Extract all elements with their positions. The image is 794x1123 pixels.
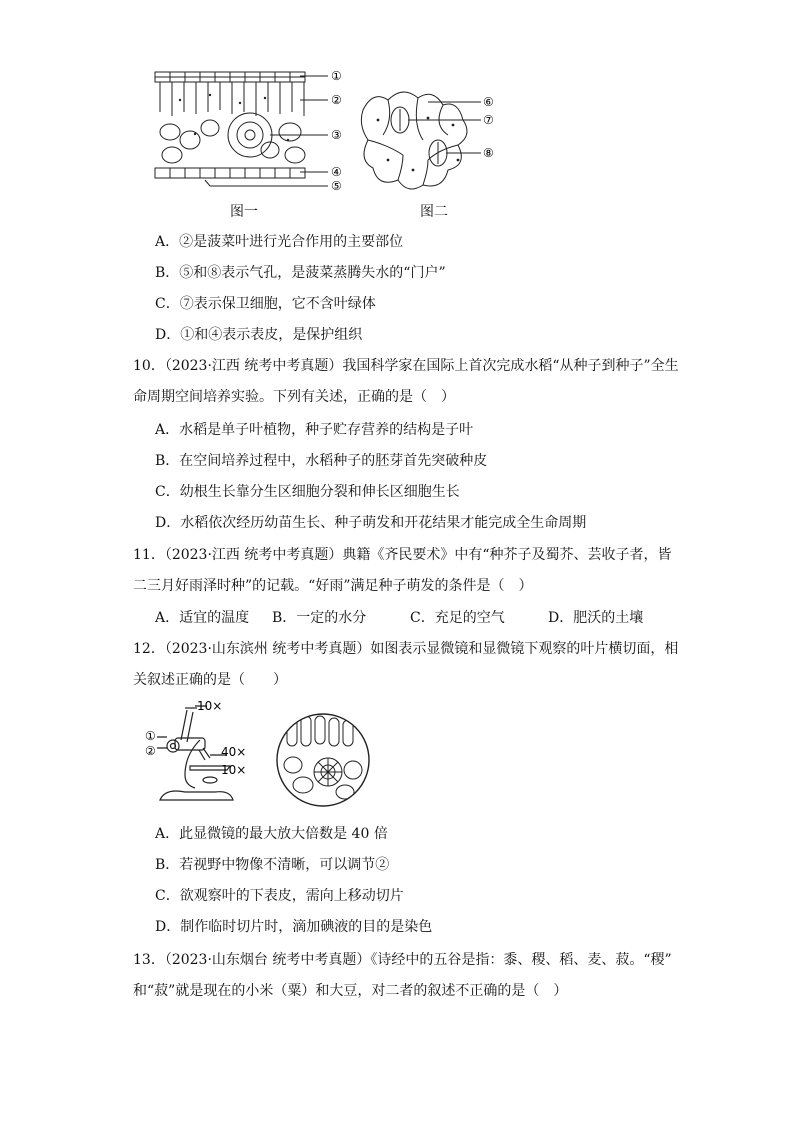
q10-option-a: A．水稻是单子叶植物，种子贮存营养的结构是子叶 <box>155 422 474 438</box>
q12-option-d: D．制作临时切片时，滴加碘液的目的是染色 <box>155 919 433 935</box>
q11-option-c: C．充足的空气 <box>410 610 505 626</box>
q12-stem-line1: 12．（2023·山东滨州 统考中考真题）如图表示显微镜和显微镜下观察的叶片横切面，相 <box>133 641 679 657</box>
q9-option-d: D．①和④表示表皮，是保护组织 <box>155 327 363 343</box>
stomata-label-8: ⑧ <box>483 146 494 160</box>
q12-option-c: C．欲观察叶的下表皮，需向上移动切片 <box>155 888 404 904</box>
q12-option-b: B．若视野中物像不清晰，可以调节② <box>155 857 390 873</box>
q11-option-d: D．肥沃的土壤 <box>548 610 644 626</box>
q13-stem-line2: 和“菽”就是现在的小米（粟）和大豆，对二者的叙述不正确的是（ ） <box>133 983 568 999</box>
q10-option-d: D．水稻依次经历幼苗生长、种子萌发和开花结果才能完成全生命周期 <box>155 515 587 531</box>
q9-option-c: C．⑦表示保卫细胞，它不含叶绿体 <box>155 296 376 312</box>
q10-stem-line1: 10．（2023·江西 统考中考真题）我国科学家在国际上首次完成水稻“从种子到种子”全生 <box>133 358 679 374</box>
q11-stem-line2: 二三月好雨泽时种”的记载。“好雨”满足种子萌发的条件是（ ） <box>133 578 533 594</box>
leaf-label-5: ⑤ <box>331 179 342 193</box>
q10-option-c: C．幼根生长靠分生区细胞分裂和伸长区细胞生长 <box>155 484 460 500</box>
stomata-label-6: ⑥ <box>483 95 494 109</box>
microscope-objective-high-label: 40× <box>221 745 247 759</box>
q11-option-a: A．适宜的温度 <box>155 610 250 626</box>
microscope-figure <box>145 699 285 810</box>
q11-option-b: B．一定的水分 <box>272 610 367 626</box>
microscope-label-2: ② <box>145 744 156 758</box>
q12-option-a: A．此显微镜的最大放大倍数是 40 倍 <box>155 826 388 842</box>
q9-option-a: A．②是菠菜叶进行光合作用的主要部位 <box>155 234 404 250</box>
leaf-label-2: ② <box>331 93 342 107</box>
epidermis-stomata-figure <box>358 80 508 200</box>
q10-stem-line2: 命周期空间培养实验。下列有关述，正确的是（ ） <box>133 389 455 405</box>
q12-stem-line2: 关叙述正确的是（ ） <box>133 672 287 688</box>
microscope-eyepiece-label: 10× <box>197 699 223 713</box>
leaf-label-4: ④ <box>331 165 342 179</box>
leaf-label-1: ① <box>331 69 342 83</box>
figure-1-caption: 图一 <box>230 204 258 220</box>
q11-stem-line1: 11．（2023·江西 统考中考真题）典籍《齐民要术》中有“种芥子及蜀芥、芸收子者，皆 <box>133 547 672 563</box>
stomata-label-7: ⑦ <box>483 113 494 127</box>
microscope-objective-low-label: 10× <box>221 763 247 777</box>
q13-stem-line1: 13．（2023·山东烟台 统考中考真题）《诗经中的五谷是指：黍、稷、稻、麦、菽。“稷” <box>133 952 672 968</box>
leaf-label-3: ③ <box>331 128 342 142</box>
q10-option-b: B．在空间培养过程中，水稻种子的胚芽首先突破种皮 <box>155 453 488 469</box>
microscope-label-1: ① <box>145 729 156 743</box>
microscope-view-figure <box>273 710 373 810</box>
figure-2-caption: 图二 <box>420 204 448 220</box>
leaf-cross-section-figure <box>150 70 350 195</box>
q9-option-b: B．⑤和⑧表示气孔，是菠菜蒸腾失水的“门户” <box>155 265 446 281</box>
